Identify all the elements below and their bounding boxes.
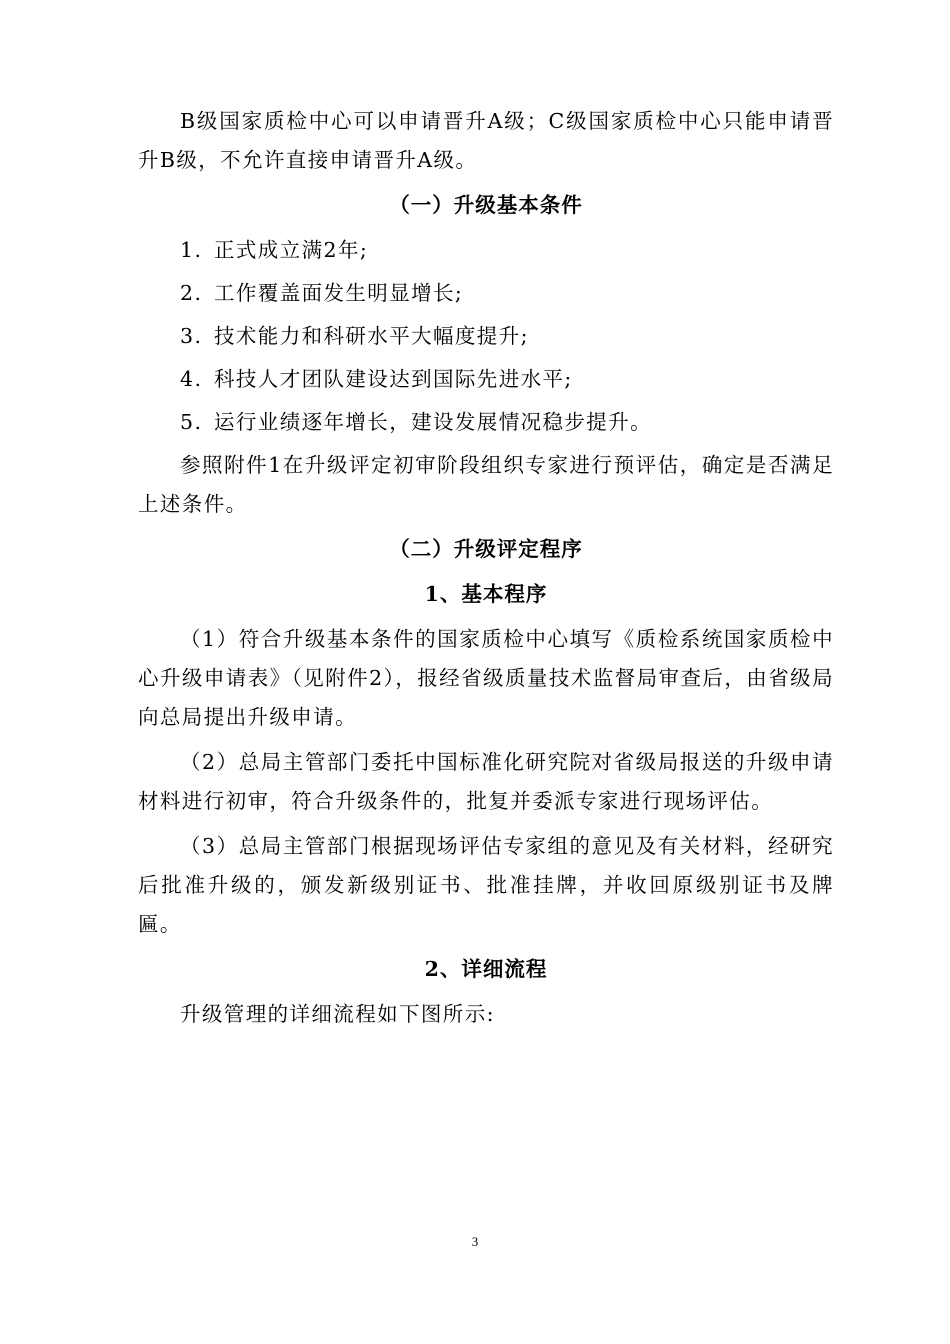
page-number: 3	[471, 1234, 479, 1249]
list-item-number: 4.	[180, 367, 203, 391]
list-item-text: 技术能力和科研水平大幅度提升;	[214, 324, 529, 348]
section2-heading: （二）升级评定程序	[389, 537, 583, 561]
document-body	[138, 102, 834, 1034]
section1-heading: （一）升级基本条件	[389, 193, 583, 217]
list-item-number: 5.	[180, 410, 203, 434]
list-item-text: 运行业绩逐年增长，建设发展情况稳步提升。	[214, 410, 652, 434]
list-item	[138, 274, 834, 313]
list-item-text: 工作覆盖面发生明显增长;	[214, 281, 464, 305]
detailed-process-heading: 2、详细流程	[424, 957, 548, 981]
section1-note: 参照附件1在升级评定初审阶段组织专家进行预评估，确定是否满足上述条件。	[138, 453, 834, 516]
list-item-number: 2.	[180, 281, 203, 305]
list-item	[138, 317, 834, 356]
detailed-process-paragraph: 升级管理的详细流程如下图所示:	[180, 1002, 495, 1026]
conditions-list	[138, 231, 834, 442]
list-item-number: 3.	[180, 324, 203, 348]
list-item	[138, 231, 834, 270]
procedure-paragraph-3: （3）总局主管部门根据现场评估专家组的意见及有关材料，经研究后批准升级的，颁发新级别证书、批准挂牌，并收回原级别证书及牌匾。	[138, 834, 834, 936]
list-item	[138, 360, 834, 399]
procedure-paragraph-1: （1）符合升级基本条件的国家质检中心填写《质检系统国家质检中心升级申请表》（见附件2），报经省级质量技术监督局审查后，由省级局向总局提出升级申请。	[138, 627, 834, 729]
list-item	[138, 403, 834, 442]
list-item-text: 正式成立满2年;	[214, 238, 369, 262]
intro-paragraph: B级国家质检中心可以申请晋升A级；C级国家质检中心只能申请晋升B级，不允许直接申请晋升A级。	[138, 109, 834, 172]
list-item-number: 1.	[180, 238, 203, 262]
basic-procedure-heading: 1、基本程序	[424, 582, 548, 606]
procedure-paragraph-2: （2）总局主管部门委托中国标准化研究院对省级局报送的升级申请材料进行初审，符合升级条件的，批复并委派专家进行现场评估。	[138, 750, 834, 813]
list-item-text: 科技人才团队建设达到国际先进水平;	[214, 367, 573, 391]
